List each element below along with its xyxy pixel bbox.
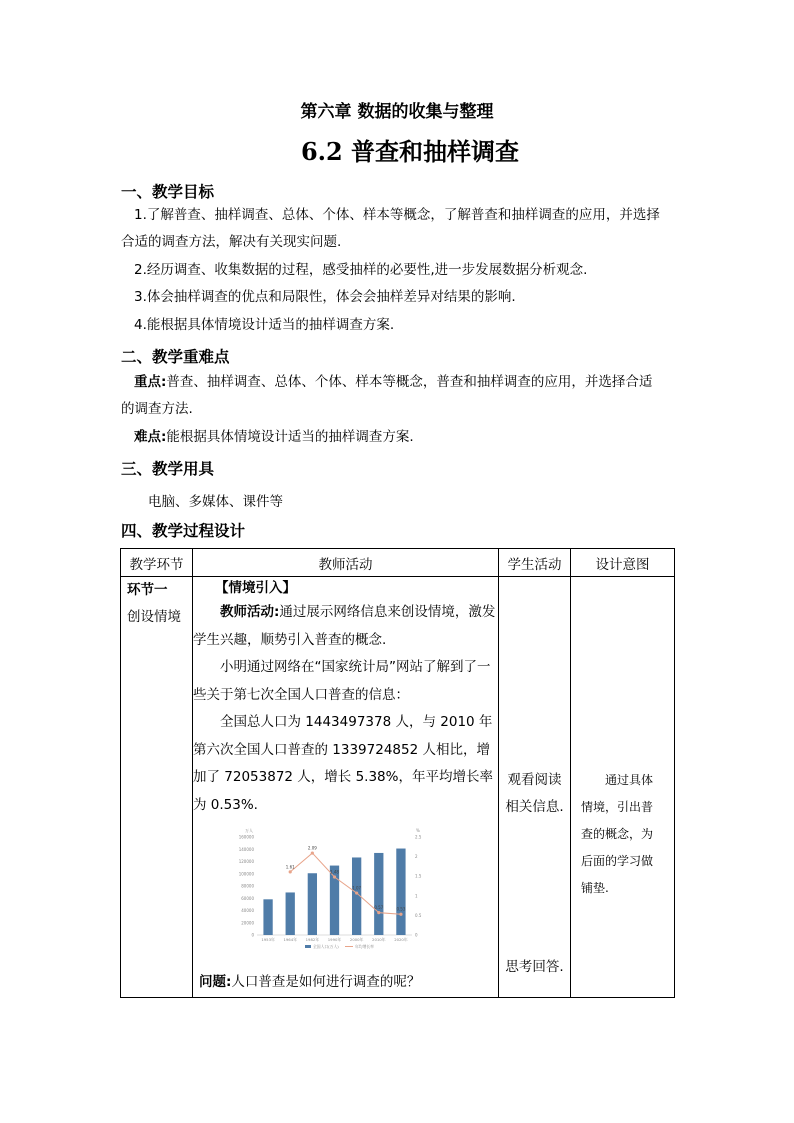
growth-rate-point [399,913,402,916]
right-unit-label: % [416,828,420,833]
question-label: 问题: [199,974,232,990]
legend-swatch-bars [305,945,311,948]
left-tick-label: 100000 [238,871,254,877]
question-line [193,969,498,997]
design-intent-text: 通过具体情境，引出普查的概念，为后面的学习做铺垫. [581,773,654,895]
bar-2020年 [396,849,405,935]
stage-number: 环节一 [127,582,168,598]
section-heading-tools: 三、教学用具 [121,460,215,478]
teacher-label: 教师活动: [220,604,280,620]
x-tick-label: 2020年 [394,937,408,942]
growth-rate-label: 0.53 [396,906,406,912]
objective-line: 2.经历调查、收集数据的过程，感受抽样的必要性,进一步发展数据分析观念. [134,262,588,278]
section-heading-objectives: 一、教学目标 [121,183,215,201]
section-heading-process: 四、教学过程设计 [121,522,246,540]
chapter-title: 第六章 数据的收集与整理 [300,102,494,122]
objective-line: 4.能根据具体情境设计适当的抽样调查方案. [134,317,395,333]
x-tick-label: 1990年 [327,937,342,942]
left-tick-label: 160000 [238,834,254,840]
tools-text: 电脑、多媒体、课件等 [148,494,283,510]
bar-1982年 [308,873,317,935]
key-point-line: 的调查方法. [121,401,193,417]
question-text: 人口普查是如何进行调查的呢？ [231,974,421,990]
section-heading-key-points: 二、教学重难点 [121,348,230,366]
growth-rate-point [377,911,380,914]
census-paragraph: 全国总人口为 1443497378 人，与 2010 年第六次全国人口普查的 1339724852 人相比，增加了 72053872 人，增长 5.38%，年平均增长率为 0.53%. [193,714,493,813]
bar-2010年 [374,853,383,935]
left-tick-label: 140000 [238,846,254,852]
bar-1964年 [286,892,295,935]
growth-rate-label: 1.07 [352,885,362,891]
intent-cell [571,577,675,998]
left-tick-label: 80000 [241,883,254,889]
lesson-title: 6.2 普查和抽样调查 [300,137,520,166]
right-tick-label: 0 [415,932,418,938]
process-table [120,548,675,998]
left-tick-label: 120000 [238,859,254,864]
header-stage: 教学环节 [121,549,193,577]
growth-rate-point [289,870,292,873]
difficulty-line [134,428,414,446]
growth-rate-label: 0.57 [374,905,384,911]
growth-rate-label: 2.09 [307,845,317,851]
left-tick-label: 20000 [241,920,254,926]
objective-line: 1.了解普查、抽样调查、总体、个体、样本等概念，了解普查和抽样调查的应用，并选择 [134,207,660,223]
growth-rate-label: 1.48 [330,869,339,875]
chart-container [193,819,498,969]
x-tick-label: 2000年 [349,937,364,942]
legend-label-line: 年均增长率 [355,944,374,949]
x-tick-label: 1964年 [283,937,297,942]
difficulty-text: 能根据具体情境设计适当的抽样调查方案. [166,429,414,445]
header-student: 学生活动 [499,549,571,577]
objective-line: 3.体会抽样调查的优点和局限性，体会会抽样差异对结果的影响. [134,289,516,305]
student-activity-2: 思考回答. [505,959,564,975]
x-tick-label: 1953年 [261,937,275,942]
growth-rate-point [311,851,314,854]
info-paragraph: 小明通过网络在“国家统计局”网站了解到了一些关于第七次全国人口普查的信息： [193,659,491,703]
header-intent: 设计意图 [571,549,675,577]
key-label: 重点: [134,374,167,390]
growth-rate-label: 1.61 [285,864,295,870]
growth-rate-point [355,891,358,894]
table-row [121,577,675,998]
table-header-row [121,549,675,577]
bar-1953年 [263,899,272,935]
student-activity-1: 观看阅读相关信息. [505,772,564,815]
teacher-activity-text [193,599,498,654]
left-unit-label: 万人 [245,828,253,833]
right-tick-label: 0.5 [415,912,422,918]
right-tick-label: 1 [415,893,418,899]
teacher-text: 通过展示网络信息来创设情境，激发学生兴趣，顺势引入普查的概念. [193,604,496,648]
right-tick-label: 2.5 [415,834,422,840]
stage-cell [121,577,193,998]
right-tick-label: 2 [415,854,418,860]
difficulty-label: 难点: [134,429,167,445]
left-tick-label: 40000 [241,908,254,913]
student-activity-cell [499,577,571,998]
header-teacher: 教师活动 [193,549,499,577]
x-tick-label: 2010年 [372,937,386,942]
right-tick-label: 1.5 [415,873,422,879]
intro-label: 【情境引入】 [215,580,296,596]
left-tick-label: 60000 [241,895,254,901]
objective-line: 合适的调查方法，解决有关现实问题. [121,234,342,250]
key-point-line [134,373,652,391]
growth-rate-point [333,875,336,878]
stage-name: 创设情境 [127,609,181,625]
x-tick-label: 1982年 [305,937,320,942]
teacher-activity-cell [193,577,499,998]
left-tick-label: 0 [251,932,254,938]
key-text: 普查、抽样调查、总体、个体、样本等概念，普查和抽样调查的应用，并选择合适 [166,374,653,390]
population-chart [227,825,437,965]
legend-label-bars: 全国人口(万人) [313,944,339,949]
